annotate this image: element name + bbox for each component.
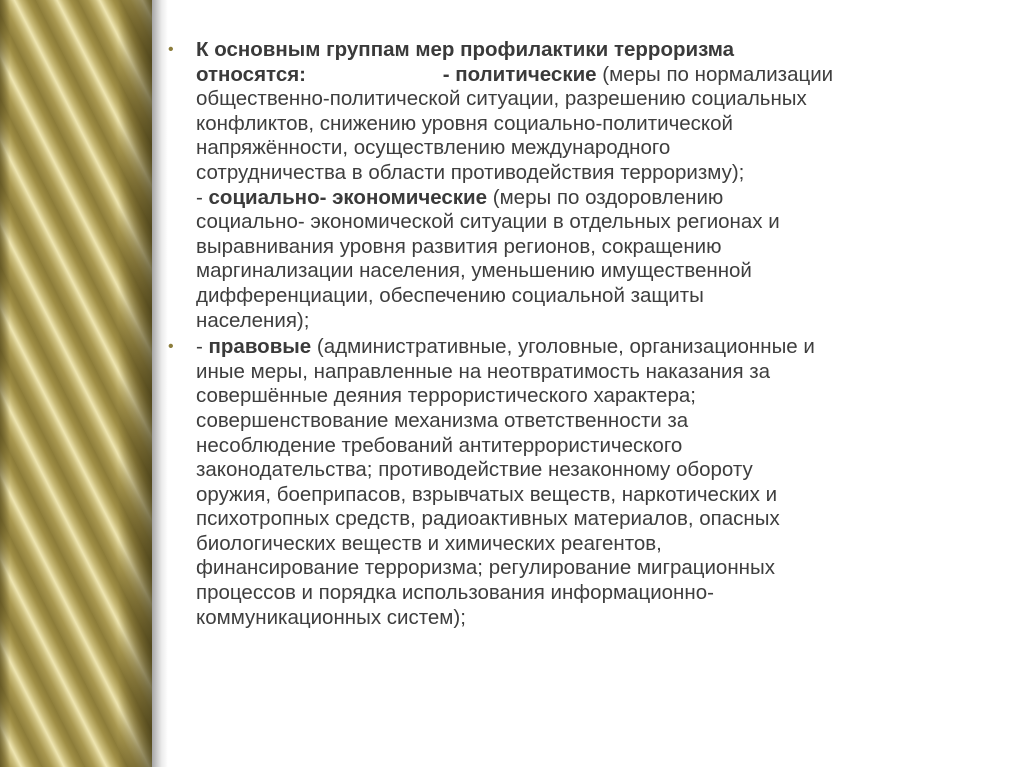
text-line [196, 210, 1004, 235]
bold-text: социально- экономические [208, 185, 488, 209]
text-segment: выравнивания уровня развития регионов, сокращению [196, 234, 722, 258]
text-segment: психотропных средств, радиоактивных материалов, опасных [196, 507, 780, 531]
text-segment: - [196, 185, 209, 209]
text-segment: финансирование терроризма; регулирование миграционных [196, 556, 775, 580]
text-segment: дифференциации, обеспечению социальной защиты [196, 283, 704, 307]
bullet-item [168, 38, 1004, 333]
text-line [196, 335, 1004, 360]
text-segment: совершенствование механизма ответственности за [196, 408, 689, 432]
text-segment: несоблюдение требований антитеррористического [196, 433, 683, 457]
text-line [196, 136, 1004, 161]
bold-text: К основным группам мер профилактики терроризма [196, 38, 735, 61]
text-segment: коммуникационных систем); [196, 605, 466, 629]
text-line [196, 161, 1004, 186]
text-segment: сотрудничества в области противодействия терроризму); [196, 160, 745, 184]
text-line [196, 284, 1004, 309]
text-line [196, 309, 1004, 334]
text-line [196, 483, 1004, 508]
text-segment: - [196, 335, 209, 359]
text-segment: (меры по нормализации [596, 62, 834, 86]
text-line [196, 87, 1004, 112]
slide-body [168, 38, 1004, 630]
text-line [196, 606, 1004, 631]
text-segment: напряжённости, осуществлению международного [196, 136, 671, 160]
bullet-icon: • [168, 338, 174, 356]
bold-text: - политические [442, 62, 597, 86]
text-line [196, 409, 1004, 434]
text-line [196, 434, 1004, 459]
text-segment: маргинализации населения, уменьшению имущественной [196, 259, 752, 283]
text-segment: населения); [196, 308, 310, 332]
side-panel-shadow [152, 0, 168, 767]
text-segment: социально- экономической ситуации в отдельных регионах и [196, 210, 780, 234]
text-segment: процессов и порядка использования информационно- [196, 581, 714, 605]
text-line [196, 507, 1004, 532]
text-line [196, 63, 1004, 88]
text-line [196, 360, 1004, 385]
text-line [196, 112, 1004, 137]
bold-text: правовые [208, 335, 312, 359]
text-line [196, 259, 1004, 284]
bullet-icon: • [168, 41, 174, 58]
text-line [196, 458, 1004, 483]
text-line [196, 235, 1004, 260]
text-line [196, 38, 1004, 63]
text-line [196, 186, 1004, 211]
text-segment: общественно-политической ситуации, разрешению социальных [196, 87, 807, 111]
text-segment: совершённые деяния террористического характера; [196, 384, 696, 408]
decorative-side-panel [0, 0, 152, 767]
text-segment: оружия, боеприпасов, взрывчатых веществ, наркотических и [196, 482, 778, 506]
text-segment: законодательства; противодействие незаконному обороту [196, 458, 753, 482]
text-line [196, 384, 1004, 409]
text-segment: конфликтов, снижению уровня социально-политической [196, 111, 733, 135]
text-segment: иные меры, направленные на неотвратимость наказания за [196, 359, 771, 383]
text-line [196, 581, 1004, 606]
text-segment: (меры по оздоровлению [487, 185, 724, 209]
text-line [196, 532, 1004, 557]
text-segment: (административные, уголовные, организационные и [311, 335, 815, 359]
bold-text: относятся: [196, 62, 443, 86]
text-line [196, 556, 1004, 581]
bullet-item [168, 335, 1004, 630]
text-segment: биологических веществ и химических реагентов, [196, 531, 662, 555]
